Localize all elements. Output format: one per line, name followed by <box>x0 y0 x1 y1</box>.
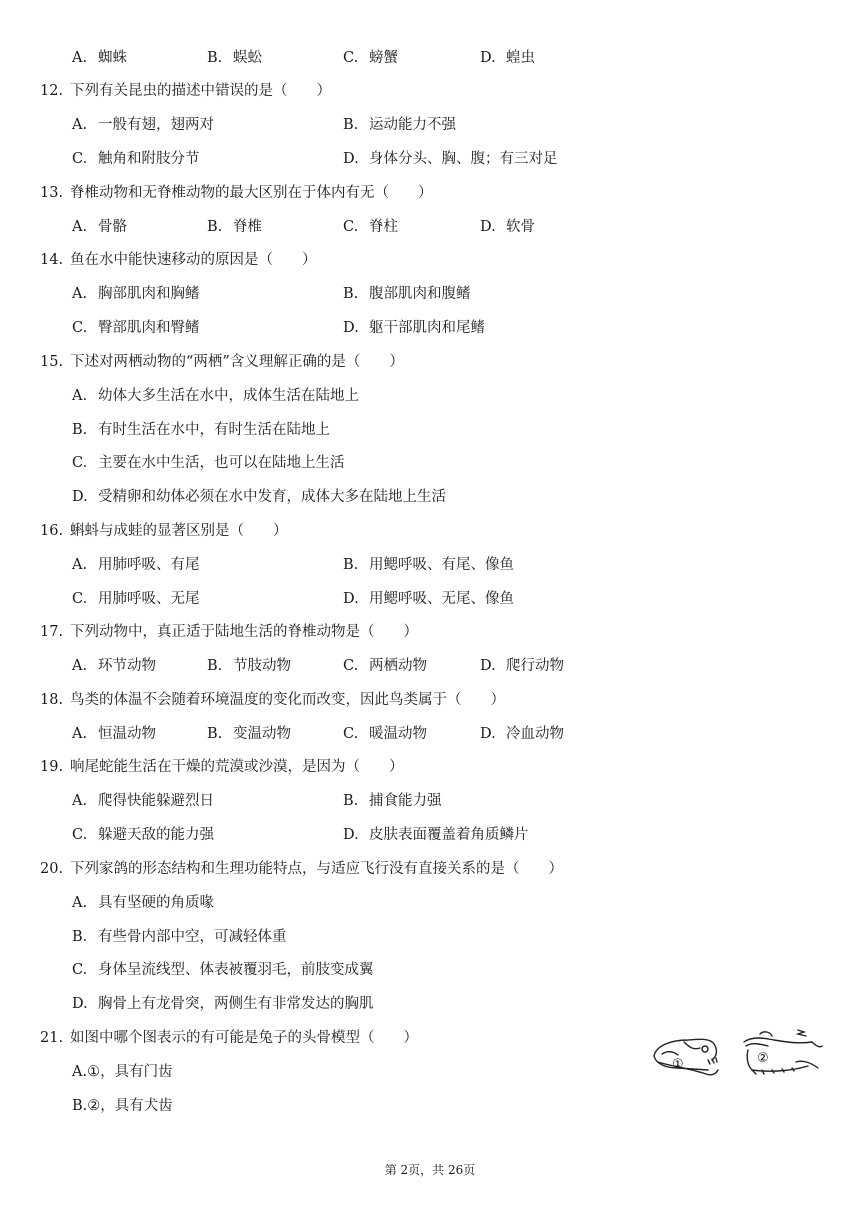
q16-option-c <box>72 589 200 609</box>
option-text: 一般有翅，翅两对 <box>98 117 214 133</box>
option-letter: A. <box>72 219 88 235</box>
q20-option-d <box>72 994 374 1014</box>
option-letter: D. <box>343 827 359 843</box>
option-letter: C. <box>72 455 88 471</box>
q17-option-b <box>207 656 291 676</box>
q14-option-c <box>72 318 200 338</box>
q12-option-b <box>343 115 456 135</box>
question-number: 19. <box>40 759 64 775</box>
q12-option-d <box>343 149 558 169</box>
q16-option-d <box>343 589 514 609</box>
option-text: 胸部肌肉和胸鳍 <box>98 286 200 302</box>
option-text: 躯干部肌肉和尾鳍 <box>369 320 485 336</box>
q19-option-c <box>72 825 214 845</box>
option-letter: A. <box>72 117 88 133</box>
q21-stem <box>40 1028 418 1048</box>
q17-option-c <box>343 656 427 676</box>
option-text: 腹部肌肉和腹鳍 <box>369 286 471 302</box>
option-text: 蜘蛛 <box>98 50 127 66</box>
q20-option-c <box>72 960 374 980</box>
option-letter: D. <box>72 489 88 505</box>
option-letter: C. <box>343 726 359 742</box>
option-text: 脊柱 <box>369 219 398 235</box>
question-text: 下列有关昆虫的描述中错误的是（ ） <box>70 83 331 99</box>
option-text: 用鳃呼吸、有尾、像鱼 <box>369 557 514 573</box>
q11-option-c <box>343 48 398 68</box>
q16-stem <box>40 521 288 541</box>
skull-sketch-1 <box>654 1039 718 1075</box>
q15-stem <box>40 352 404 372</box>
option-text: 爬得快能躲避烈日 <box>98 793 214 809</box>
q14-option-b <box>343 284 471 304</box>
q12-option-a <box>72 115 214 135</box>
option-text: 胸骨上有龙骨突，两侧生有非常发达的胸肌 <box>98 996 374 1012</box>
option-text: 躲避天敌的能力强 <box>98 827 214 843</box>
option-letter: D. <box>343 591 359 607</box>
option-letter: B. <box>72 929 88 945</box>
option-text: 节肢动物 <box>233 658 291 674</box>
option-text: 皮肤表面覆盖着角质鳞片 <box>369 827 529 843</box>
option-letter: D. <box>480 658 496 674</box>
option-text: 身体分头、胸、腹；有三对足 <box>369 151 558 167</box>
q15-option-d <box>72 487 446 507</box>
question-text: 鸟类的体温不会随着环境温度的变化而改变，因此鸟类属于（ ） <box>70 692 505 708</box>
option-letter: A. <box>72 557 88 573</box>
option-text: 变温动物 <box>233 726 291 742</box>
option-letter: B. <box>343 117 359 133</box>
option-text: 螃蟹 <box>369 50 398 66</box>
q12-stem <box>40 81 331 101</box>
option-text: 有些骨内部中空，可减轻体重 <box>98 929 287 945</box>
option-letter: A. <box>72 895 88 911</box>
option-letter: B. <box>207 658 223 674</box>
q13-option-b <box>207 217 262 237</box>
option-letter: C. <box>72 151 88 167</box>
question-number: 15. <box>40 354 64 370</box>
question-text: 鱼在水中能快速移动的原因是（ ） <box>70 252 317 268</box>
option-text: 有时生活在水中，有时生活在陆地上 <box>98 422 330 438</box>
q15-option-c <box>72 453 345 473</box>
q12-option-c <box>72 149 200 169</box>
question-number: 20. <box>40 861 64 877</box>
option-letter: B. <box>343 286 359 302</box>
option-letter: A. <box>72 793 88 809</box>
option-letter: D. <box>480 50 496 66</box>
option-text: ①，具有门齿 <box>87 1064 173 1080</box>
option-letter: A. <box>72 726 88 742</box>
q20-option-b <box>72 927 287 947</box>
q16-option-a <box>72 555 200 575</box>
question-number: 21. <box>40 1030 64 1046</box>
q13-stem <box>40 183 433 203</box>
q11-option-d <box>480 48 535 68</box>
q19-option-d <box>343 825 529 845</box>
question-number: 18. <box>40 692 64 708</box>
option-letter: C. <box>72 827 88 843</box>
option-text: 具有坚硬的角质喙 <box>98 895 214 911</box>
option-text: 蜈蚣 <box>233 50 262 66</box>
option-text: 幼体大多生活在水中，成体生活在陆地上 <box>98 388 359 404</box>
q18-option-c <box>343 724 427 744</box>
option-letter: D. <box>343 320 359 336</box>
question-number: 13. <box>40 185 64 201</box>
question-number: 16. <box>40 523 64 539</box>
option-text: 软骨 <box>506 219 535 235</box>
q21-option-a <box>72 1062 173 1082</box>
option-text: 身体呈流线型、体表被覆羽毛，前肢变成翼 <box>98 962 374 978</box>
question-text: 响尾蛇能生活在干燥的荒漠或沙漠，是因为（ ） <box>70 759 404 775</box>
option-text: 臀部肌肉和臀鳍 <box>98 320 200 336</box>
q19-option-b <box>343 791 442 811</box>
option-text: 运动能力不强 <box>369 117 456 133</box>
q20-stem <box>40 859 563 879</box>
option-text: 蝗虫 <box>506 50 535 66</box>
question-number: 14. <box>40 252 64 268</box>
option-letter: B. <box>207 219 223 235</box>
q18-option-a <box>72 724 156 744</box>
option-text: 用鳃呼吸、无尾、像鱼 <box>369 591 514 607</box>
option-letter: A. <box>72 50 88 66</box>
option-letter: D. <box>343 151 359 167</box>
option-letter: A. <box>72 1064 88 1080</box>
q20-option-a <box>72 893 214 913</box>
q17-option-a <box>72 656 156 676</box>
option-letter: B. <box>343 793 359 809</box>
option-letter: B. <box>207 50 223 66</box>
question-text: 如图中哪个图表示的有可能是兔子的头骨模型（ ） <box>70 1030 418 1046</box>
question-text: 下列动物中，真正适于陆地生活的脊椎动物是（ ） <box>70 624 418 640</box>
question-text: 蝌蚪与成蛙的显著区别是（ ） <box>70 523 288 539</box>
skull-sketches <box>648 1022 824 1088</box>
option-letter: C. <box>72 962 88 978</box>
option-text: 触角和附肢分节 <box>98 151 200 167</box>
q15-option-a <box>72 386 359 406</box>
option-text: 冷血动物 <box>506 726 564 742</box>
option-letter: D. <box>72 996 88 1012</box>
q18-option-d <box>480 724 564 744</box>
q11-option-a <box>72 48 127 68</box>
option-text: 爬行动物 <box>506 658 564 674</box>
page-footer: 第 2页，共 26页 <box>384 1163 476 1177</box>
option-letter: B. <box>343 557 359 573</box>
option-letter: A. <box>72 388 88 404</box>
option-letter: C. <box>343 658 359 674</box>
option-text: 受精卵和幼体必须在水中发育，成体大多在陆地上生活 <box>98 489 446 505</box>
q13-option-c <box>343 217 398 237</box>
option-letter: B. <box>72 422 88 438</box>
q13-option-d <box>480 217 535 237</box>
q17-option-d <box>480 656 564 676</box>
option-letter: B. <box>72 1098 88 1114</box>
q17-stem <box>40 622 418 642</box>
option-letter: D. <box>480 726 496 742</box>
option-letter: C. <box>343 50 359 66</box>
question-text: 脊椎动物和无脊椎动物的最大区别在于体内有无（ ） <box>70 185 433 201</box>
q11-option-b <box>207 48 262 68</box>
skull-label-1: ① <box>672 1057 684 1072</box>
q18-stem <box>40 690 505 710</box>
option-text: 捕食能力强 <box>369 793 442 809</box>
question-text: 下述对两栖动物的“两栖”含义理解正确的是（ ） <box>70 354 404 370</box>
skull-label-2: ② <box>757 1051 769 1066</box>
option-text: 暖温动物 <box>369 726 427 742</box>
skull-figure <box>648 1022 824 1088</box>
q15-option-b <box>72 420 330 440</box>
option-text: 脊椎 <box>233 219 262 235</box>
question-number: 17. <box>40 624 64 640</box>
option-letter: B. <box>207 726 223 742</box>
option-text: 两栖动物 <box>369 658 427 674</box>
option-text: 环节动物 <box>98 658 156 674</box>
q18-option-b <box>207 724 291 744</box>
q14-stem <box>40 250 317 270</box>
q14-option-a <box>72 284 200 304</box>
option-letter: C. <box>72 591 88 607</box>
option-text: 恒温动物 <box>98 726 156 742</box>
question-number: 12. <box>40 83 64 99</box>
option-text: 主要在水中生活，也可以在陆地上生活 <box>98 455 345 471</box>
option-letter: A. <box>72 658 88 674</box>
option-letter: C. <box>343 219 359 235</box>
q21-option-b <box>72 1096 173 1116</box>
q13-option-a <box>72 217 127 237</box>
option-letter: D. <box>480 219 496 235</box>
q16-option-b <box>343 555 514 575</box>
option-text: 骨骼 <box>98 219 127 235</box>
option-text: ②，具有犬齿 <box>87 1098 173 1114</box>
option-text: 用肺呼吸、无尾 <box>98 591 200 607</box>
question-text: 下列家鸽的形态结构和生理功能特点，与适应飞行没有直接关系的是（ ） <box>70 861 563 877</box>
skull-sketch-2 <box>744 1030 822 1074</box>
option-letter: C. <box>72 320 88 336</box>
q19-option-a <box>72 791 214 811</box>
q14-option-d <box>343 318 485 338</box>
option-letter: A. <box>72 286 88 302</box>
option-text: 用肺呼吸、有尾 <box>98 557 200 573</box>
q19-stem <box>40 757 404 777</box>
